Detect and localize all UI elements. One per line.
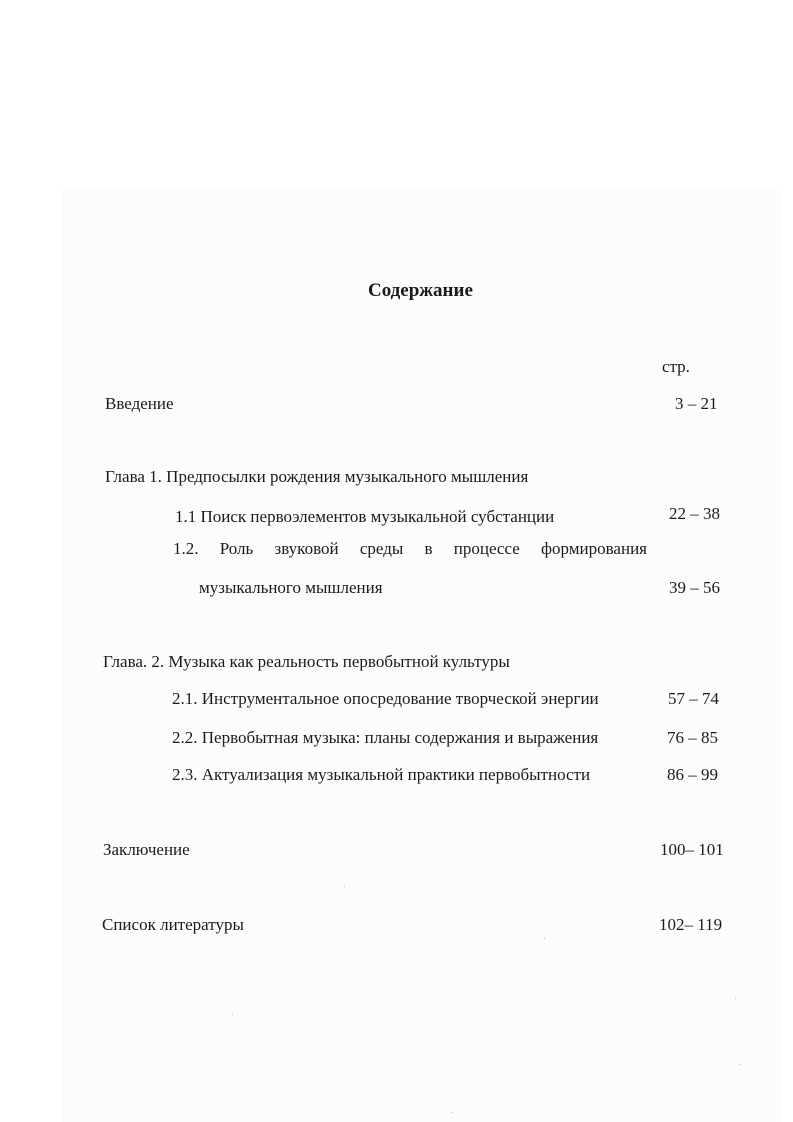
toc-section-2-2-label: 2.2. Первобытная музыка: планы содержания и выражения — [172, 728, 599, 747]
scan-speck — [452, 1112, 453, 1113]
scan-speck — [735, 998, 736, 999]
scan-speck — [344, 886, 345, 887]
toc-section-1-2-label-line2: музыкального мышления — [199, 578, 383, 597]
toc-section-2-3-label: 2.3. Актуализация музыкальной практики первобытности — [172, 765, 591, 784]
toc-section-2-1-label: 2.1. Инструментальное опосредование творческой энергии — [172, 689, 599, 708]
toc-references-label: Список литературы — [102, 915, 244, 934]
page-title: Содержание — [368, 280, 473, 301]
toc-chapter2-label: Глава. 2. Музыка как реальность первобытной культуры — [103, 652, 510, 671]
toc-references-pages: 102– 119 — [659, 915, 723, 934]
page-column-label: стр. — [662, 357, 690, 376]
toc-intro-label: Введение — [105, 394, 174, 413]
toc-section-1-1-label: 1.1 Поиск первоэлементов музыкальной субстанции — [175, 507, 555, 526]
toc-chapter1-label: Глава 1. Предпосылки рождения музыкального мышления — [105, 467, 529, 486]
toc-section-2-2-pages: 76 – 85 — [667, 728, 718, 747]
scan-speck — [740, 1064, 741, 1065]
scan-speck — [232, 1014, 233, 1015]
toc-section-1-1-pages: 22 – 38 — [669, 504, 720, 523]
toc-section-1-2-label-line1: 1.2. Роль звуковой среды в процессе формирования — [173, 539, 647, 558]
toc-conclusion-pages: 100– 101 — [660, 840, 724, 859]
toc-section-2-1-pages: 57 – 74 — [668, 689, 719, 708]
scan-speck — [544, 938, 545, 939]
toc-section-2-3-pages: 86 – 99 — [667, 765, 718, 784]
toc-conclusion-label: Заключение — [103, 840, 190, 859]
toc-section-1-2-pages: 39 – 56 — [669, 578, 720, 597]
toc-intro-pages: 3 – 21 — [675, 394, 718, 413]
